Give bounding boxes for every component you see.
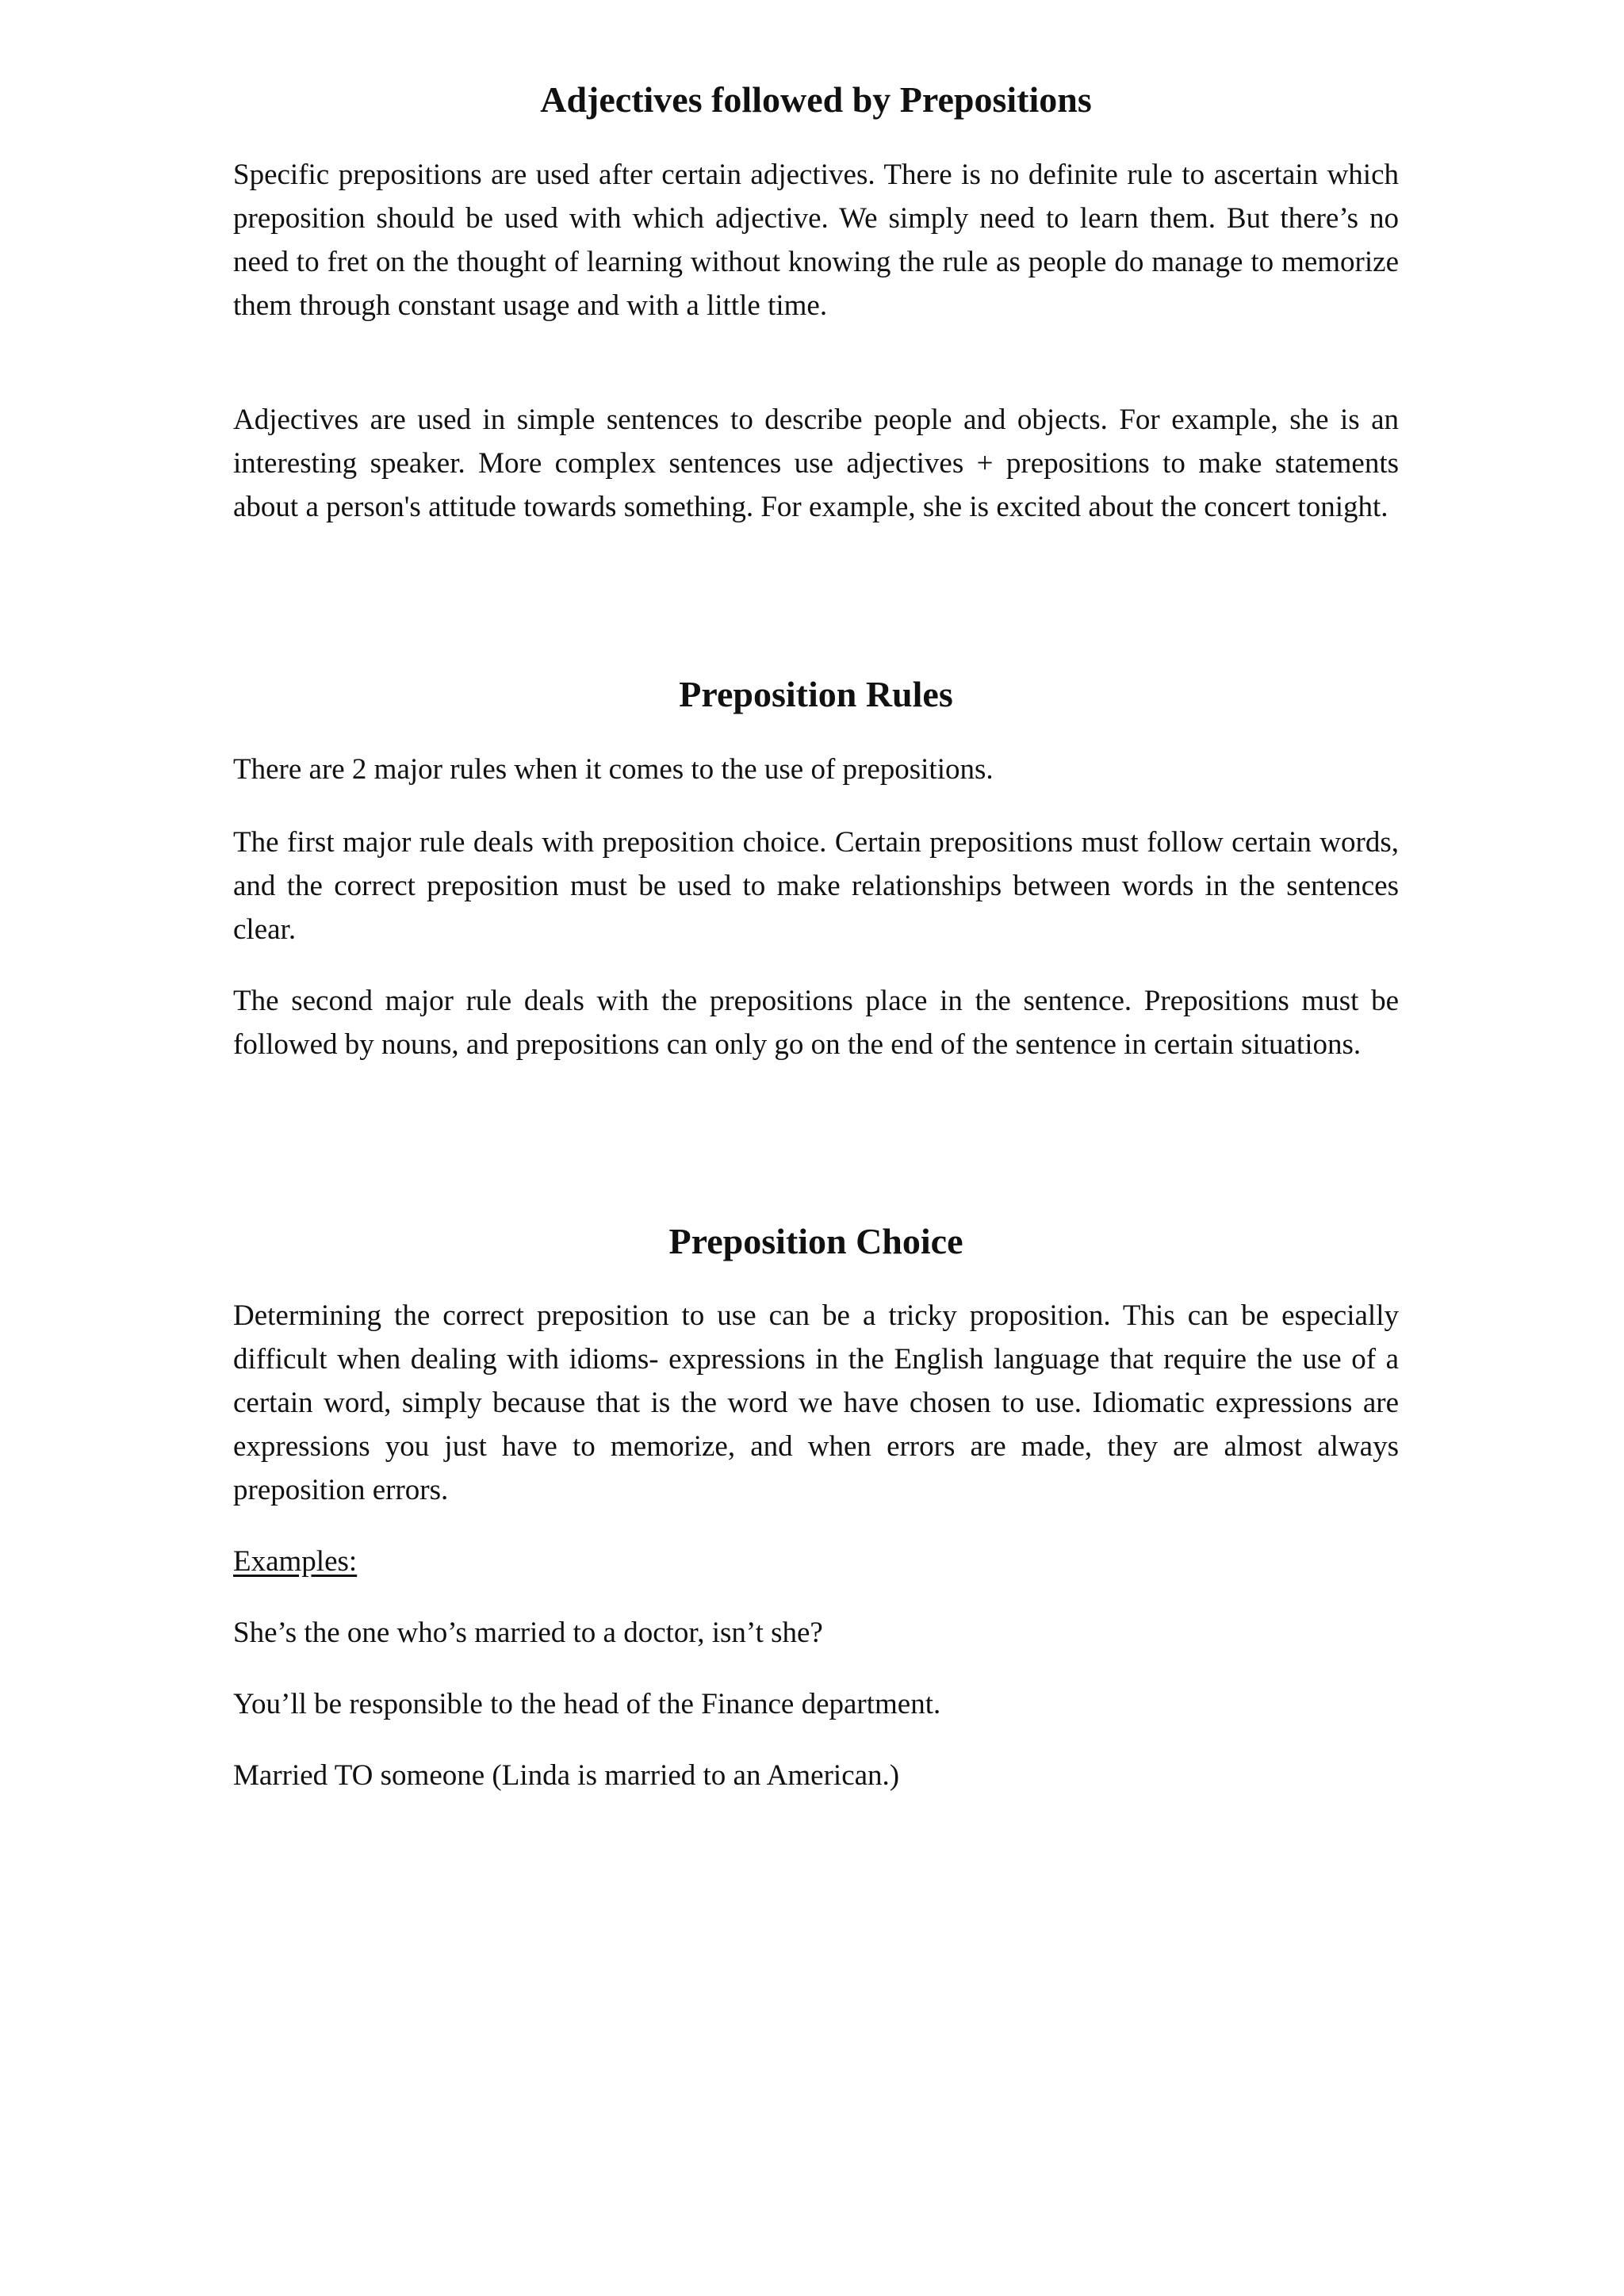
- section-title-preposition-rules: Preposition Rules: [679, 674, 953, 714]
- paragraph-rule-one: The first major rule deals with preposition choice. Certain prepositions must follow certain words, and the correct preposition must be used to make relationships between words in the sentences clear.: [233, 826, 1399, 946]
- paragraph-choice-intro: Determining the correct preposition to use can be a tricky proposition. This can be especially difficult when dealing with idioms- expressions in the English language that require the use of a certain word, simply because that is the word we have chosen to use. Idiomatic expressions are expressions you just have to memorize, and when errors are made, they are almost always preposition errors.: [233, 1299, 1399, 1506]
- examples-label: Examples:: [233, 1545, 358, 1578]
- paragraph-adjectives-usage: Adjectives are used in simple sentences to describe people and objects. For example, she is an interesting speaker. More complex sentences use adjectives + prepositions to make statements about a person's attitude towards something. For example, she is excited about the concert tonight.: [233, 404, 1399, 523]
- paragraph-rules-intro: There are 2 major rules when it comes to the use of prepositions.: [233, 753, 994, 786]
- example-item: Married TO someone (Linda is married to an American.): [233, 1759, 900, 1792]
- paragraph-adjectives-intro: Specific prepositions are used after certain adjectives. There is no definite rule to ascertain which preposition should be used with which adjective. We simply need to learn them. But there’s no need to fret on the thought of learning without knowing the rule as people do manage to memorize them through constant usage and with a little time.: [233, 159, 1399, 322]
- section-title-preposition-choice: Preposition Choice: [668, 1221, 963, 1261]
- example-item: You’ll be responsible to the head of the Finance department.: [233, 1688, 941, 1720]
- example-item: She’s the one who’s married to a doctor, isn’t she?: [233, 1617, 823, 1649]
- section-title-adjectives-prepositions: Adjectives followed by Prepositions: [540, 79, 1092, 120]
- paragraph-rule-two: The second major rule deals with the prepositions place in the sentence. Prepositions must be followed by nouns, and prepositions can only go on the end of the sentence in certain situations.: [233, 985, 1399, 1061]
